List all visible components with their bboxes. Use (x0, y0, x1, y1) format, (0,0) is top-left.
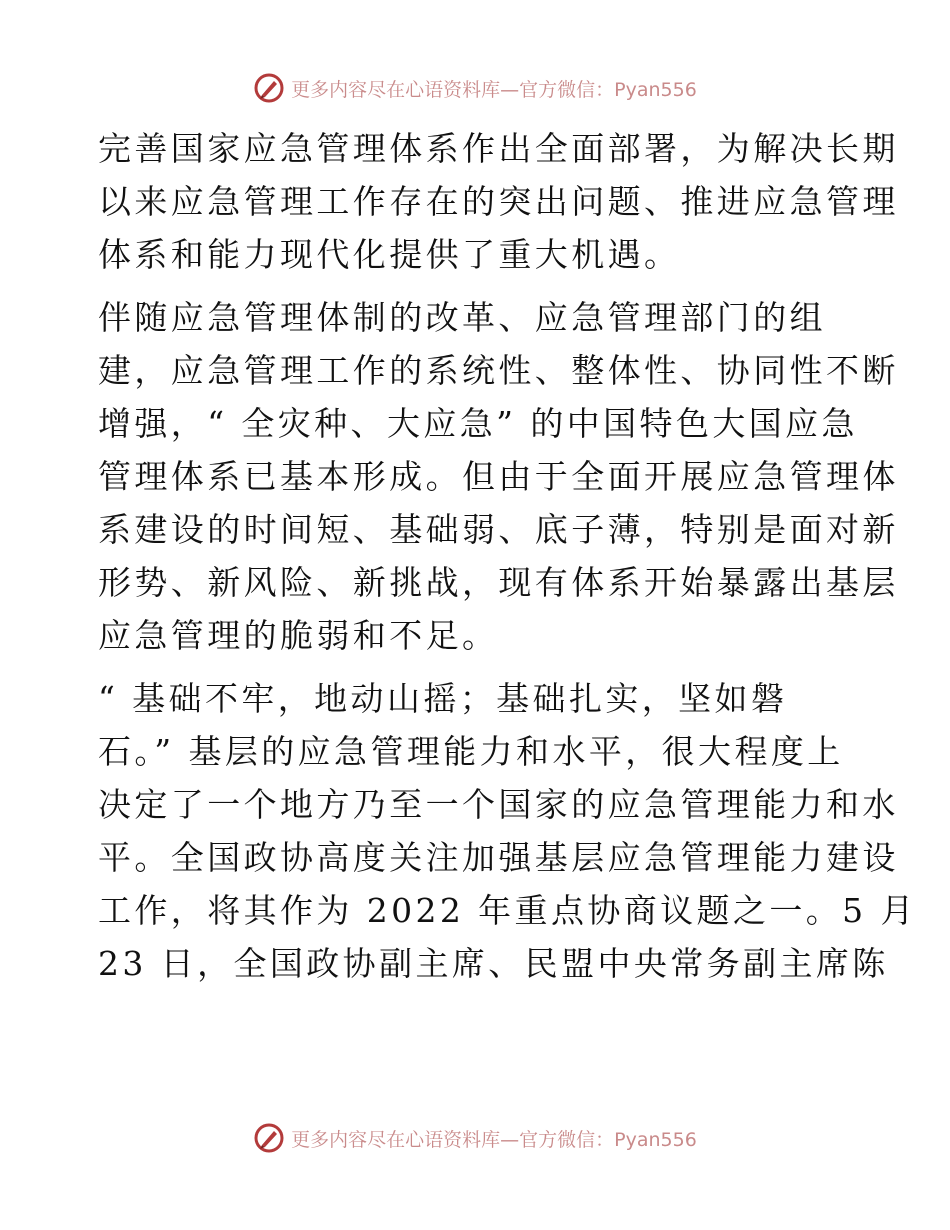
text-line: 增强，“ 全灾种、大应急” 的中国特色大国应急 (98, 404, 858, 443)
header-watermark-text: 更多内容尽在心语资料库—官方微信：Pyan556 (291, 78, 697, 101)
text-line: 应急管理的脆弱和不足。 (98, 616, 499, 655)
text-line: 系建设的时间短、基础弱、底子薄，特别是面对新 (98, 510, 899, 549)
footer-watermark (0, 1122, 950, 1154)
text-line: 决定了一个地方乃至一个国家的应急管理能力和水 (98, 785, 899, 824)
text-line: 体系和能力现代化提供了重大机遇。 (98, 235, 681, 274)
paragraph-3 (98, 672, 917, 990)
text-line: 伴随应急管理体制的改革、应急管理部门的组 (98, 298, 826, 337)
text-line: “ 基础不牢，地动山摇；基础扎实，坚如磐 (98, 679, 788, 718)
text-line: 平。全国政协高度关注加强基层应急管理能力建设 (98, 838, 899, 877)
text-line: 管理体系已基本形成。但由于全面开展应急管理体 (98, 457, 899, 496)
pen-logo-icon (253, 72, 285, 104)
text-line: 形势、新风险、新挑战，现有体系开始暴露出基层 (98, 563, 899, 602)
text-line: 建，应急管理工作的系统性、整体性、协同性不断 (98, 351, 899, 390)
paragraph-2 (98, 291, 899, 662)
text-line: 23 日，全国政协副主席、民盟中央常务副主席陈 (98, 944, 889, 983)
document-body (98, 122, 917, 1000)
text-line: 完善国家应急管理体系作出全面部署，为解决长期 (98, 129, 899, 168)
text-line: 以来应急管理工作存在的突出问题、推进应急管理 (98, 182, 899, 221)
pen-logo-icon (253, 1122, 285, 1154)
text-line: 工作，将其作为 2022 年重点协商议题之一。5 月 (98, 891, 917, 930)
header-watermark (0, 72, 950, 104)
paragraph-1 (98, 122, 899, 281)
footer-watermark-text: 更多内容尽在心语资料库—官方微信：Pyan556 (291, 1128, 697, 1151)
text-line: 石。” 基层的应急管理能力和水平，很大程度上 (98, 732, 844, 771)
